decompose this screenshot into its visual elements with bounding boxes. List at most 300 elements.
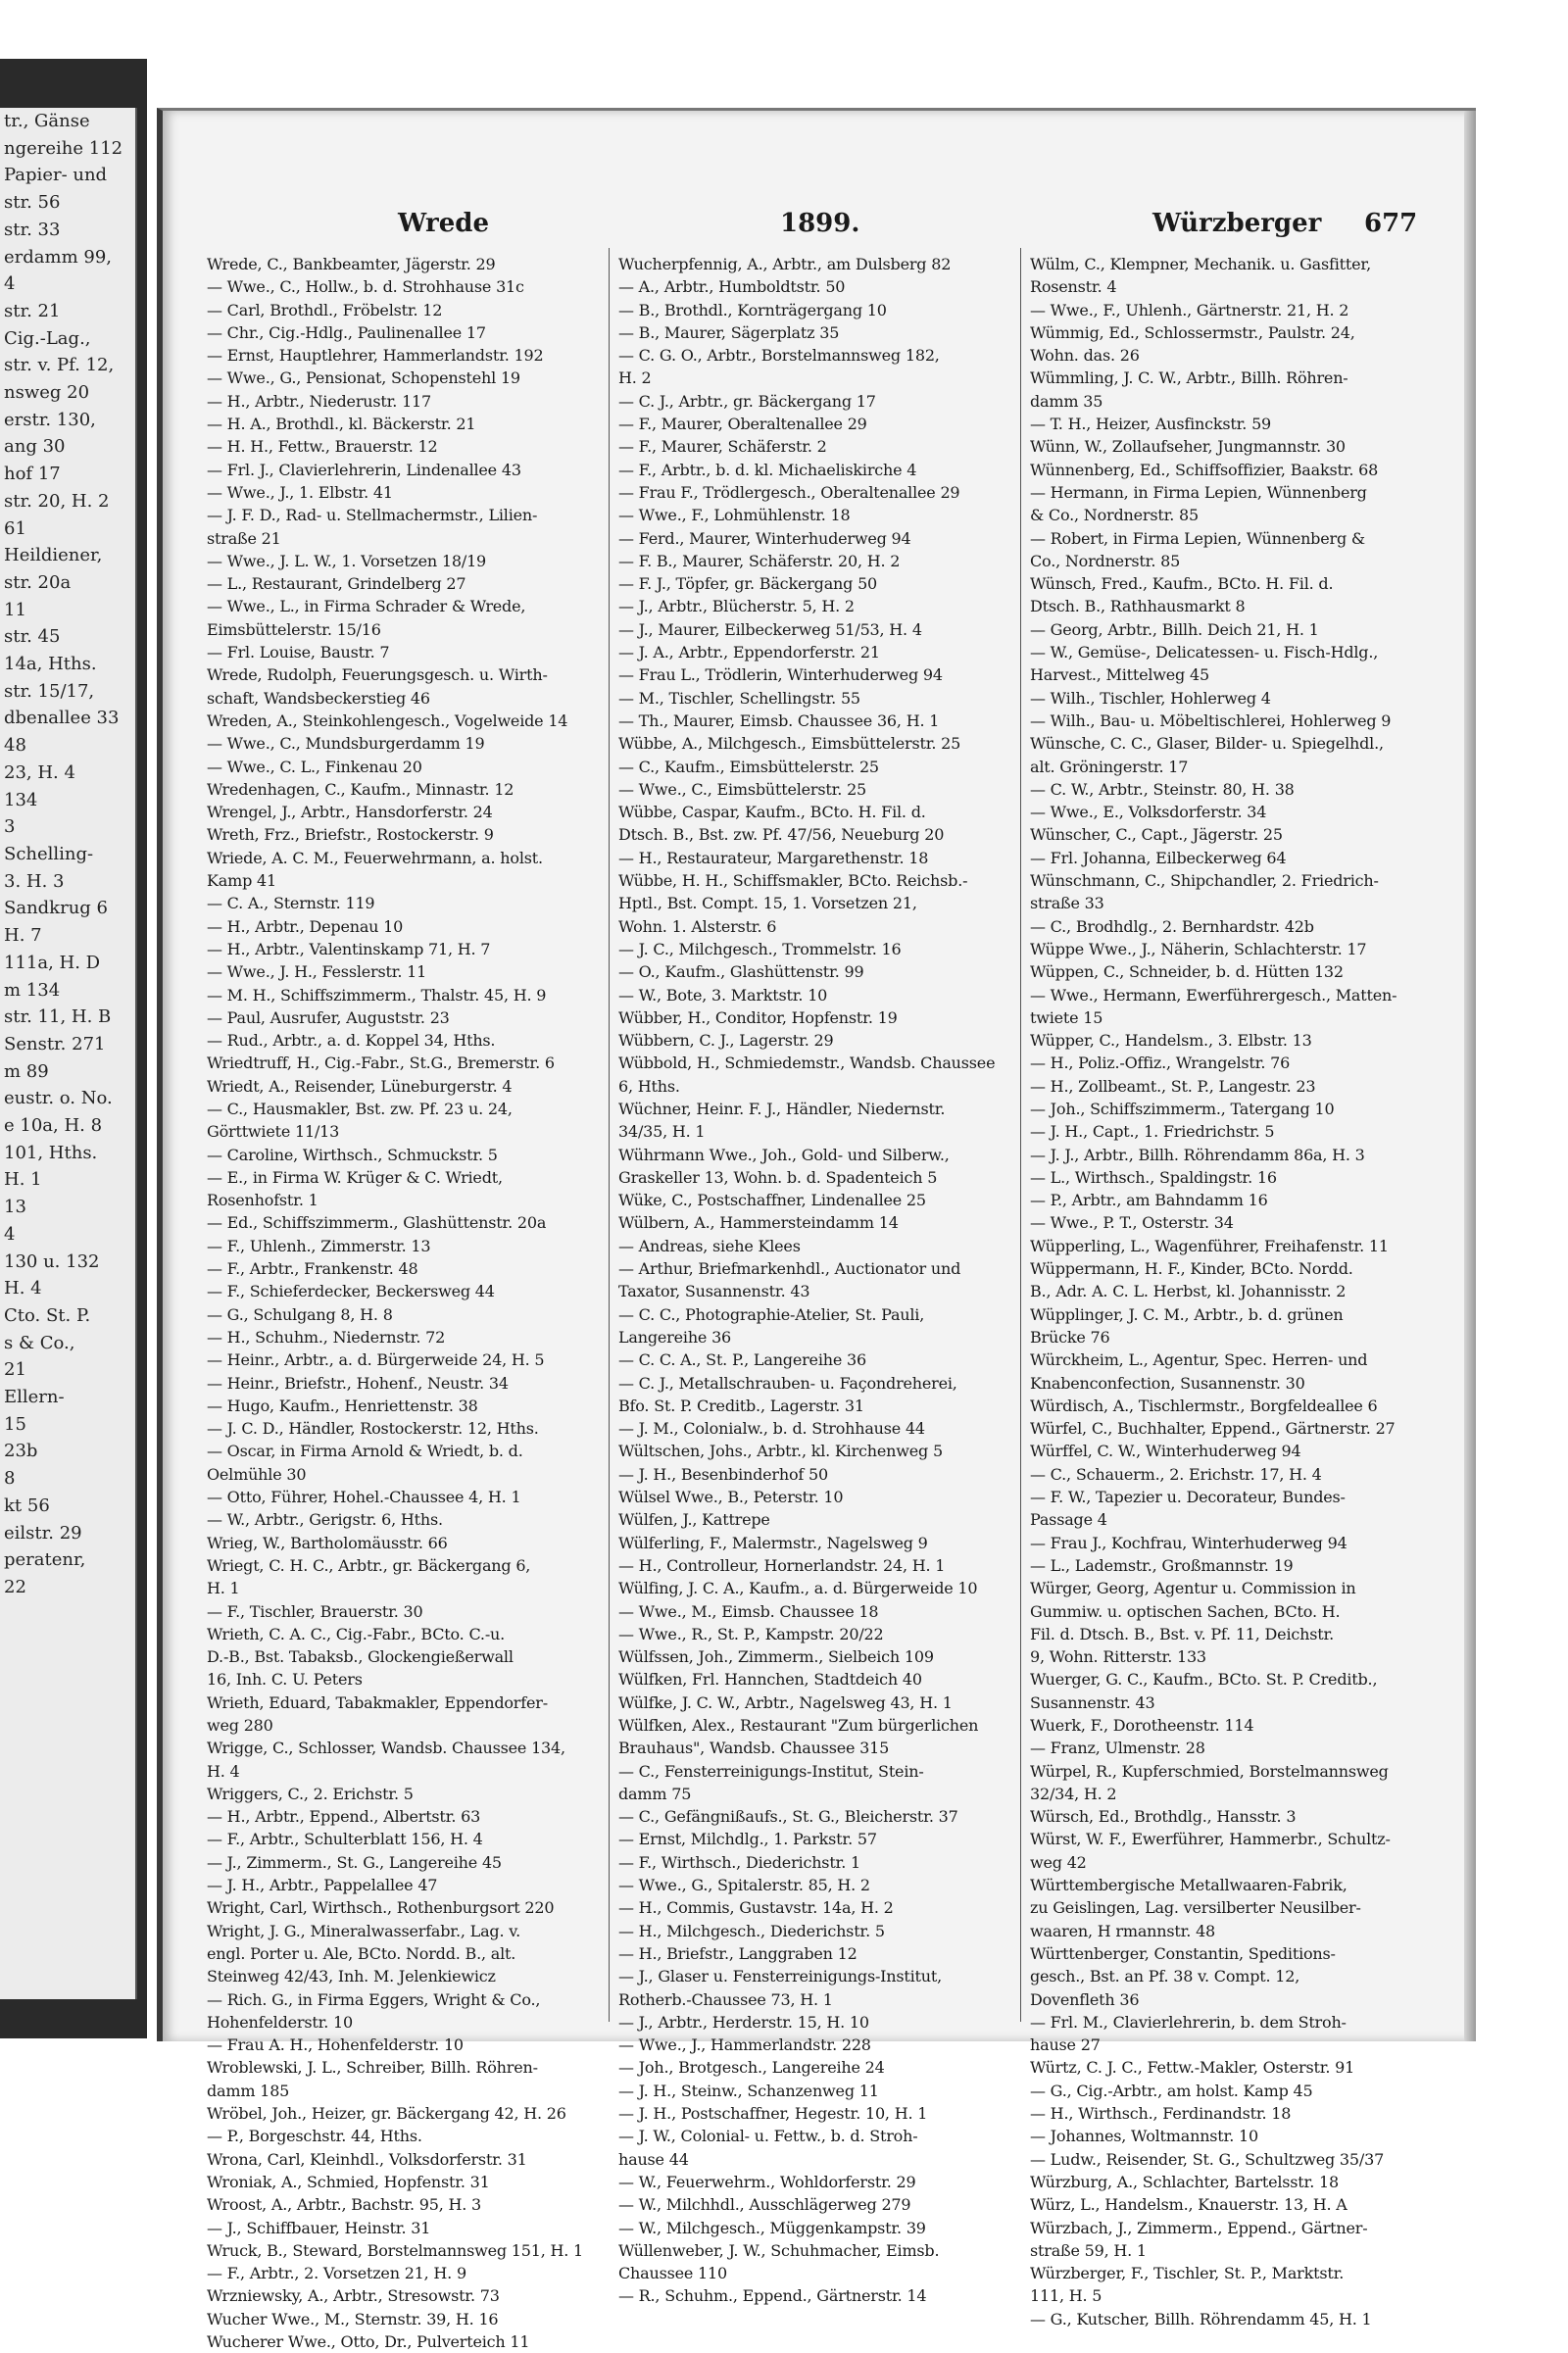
directory-entry: — J. C., Milchgesch., Trommelstr. 16 xyxy=(618,939,902,958)
directory-entry: — J. H., Arbtr., Pappelallee 47 xyxy=(207,1876,438,1895)
directory-entry: — C., Fensterreinigungs-Institut, Stein- xyxy=(618,1761,924,1781)
directory-entry: — H., Milchgesch., Diederichstr. 5 xyxy=(618,1921,885,1940)
directory-entry: — H., Controlleur, Hornerlandstr. 24, H. 1 xyxy=(618,1555,946,1575)
directory-entry: Wüppen, C., Schneider, b. d. Hütten 132 xyxy=(1030,962,1344,982)
directory-entry: Eimsbüttelerstr. 15/16 xyxy=(207,619,381,639)
directory-entry: H. 4 xyxy=(207,1761,240,1781)
directory-entry: Wohn. 1. Alsterstr. 6 xyxy=(618,916,777,936)
directory-entry: — F. J., Töpfer, gr. Bäckergang 50 xyxy=(618,574,878,594)
directory-entry: — F., Maurer, Schäferstr. 2 xyxy=(618,437,827,457)
directory-entry: Steinweg 42/43, Inh. M. Jelenkiewicz xyxy=(207,1967,496,1986)
directory-entry: Wührmann Wwe., Joh., Gold- und Silberw., xyxy=(618,1145,950,1164)
directory-entry: — Carl, Brothdl., Fröbelstr. 12 xyxy=(207,300,443,319)
directory-entry: Württenberger, Constantin, Speditions- xyxy=(1030,1943,1336,1963)
directory-entry: — O., Kaufm., Glashüttenstr. 99 xyxy=(618,962,864,982)
directory-entry: Fil. d. Dtsch. B., Bst. v. Pf. 11, Deichstr. xyxy=(1030,1624,1335,1643)
directory-entry: — Wwe., G., Pensionat, Schopenstehl 19 xyxy=(207,368,520,388)
directory-entry: — J., Zimmerm., St. G., Langereihe 45 xyxy=(207,1852,502,1872)
directory-entry: Wülm, C., Klempner, Mechanik. u. Gasfitter, xyxy=(1030,255,1371,273)
directory-entry: B., Adr. A. C. L. Herbst, kl. Johannisstr. 2 xyxy=(1030,1282,1347,1301)
previous-page-line: str. 11, H. B xyxy=(4,1006,112,1028)
directory-entry: — J., Arbtr., Blücherstr. 5, H. 2 xyxy=(618,597,855,616)
directory-entry: — Wwe., C., Mundsburgerdamm 19 xyxy=(207,734,485,754)
directory-entry: — H., Arbtr., Niederustr. 117 xyxy=(207,391,432,411)
directory-entry: — Frau A. H., Hohenfelderstr. 10 xyxy=(207,2035,464,2055)
header-right-catchword: Würzberger xyxy=(1152,209,1322,238)
directory-entry: — C. W., Arbtr., Steinstr. 80, H. 38 xyxy=(1030,779,1295,799)
directory-entry: — Frl. Johanna, Eilbeckerweg 64 xyxy=(1030,848,1287,867)
directory-page xyxy=(157,108,1476,2352)
directory-entry: Hptl., Bst. Compt. 15, 1. Vorsetzen 21, xyxy=(618,894,917,913)
directory-entry: — W., Feuerwehrm., Wohldorferstr. 29 xyxy=(618,2172,916,2191)
directory-entry: — Arthur, Briefmarkenhdl., Auctionator und xyxy=(618,1259,961,1279)
directory-entry: Wübbern, C. J., Lagerstr. 29 xyxy=(618,1031,834,1051)
directory-entry: Wuerger, G. C., Kaufm., BCto. St. P. Creditb., xyxy=(1030,1670,1378,1690)
directory-entry: — C. C. A., St. P., Langereihe 36 xyxy=(618,1350,866,1370)
directory-entry: — C., Schauerm., 2. Erichstr. 17, H. 4 xyxy=(1030,1464,1322,1484)
directory-entry: Wrieg, W., Bartholomäusstr. 66 xyxy=(207,1533,448,1552)
directory-entry: Co., Nordnerstr. 85 xyxy=(1030,551,1181,570)
directory-entry: 16, Inh. C. U. Peters xyxy=(207,1670,363,1690)
directory-entry: Wüpper, C., Handelsm., 3. Elbstr. 13 xyxy=(1030,1031,1312,1051)
directory-entry: — H. A., Brothdl., kl. Bäckerstr. 21 xyxy=(207,415,476,434)
directory-entry: Würckheim, L., Agentur, Spec. Herren- und xyxy=(1030,1350,1368,1370)
previous-page-line: H. 4 xyxy=(4,1278,42,1299)
directory-entry: — P., Borgeschstr. 44, Hths. xyxy=(207,2127,422,2146)
previous-page-line: Papier- und xyxy=(4,165,108,186)
directory-entry: — Franz, Ulmenstr. 28 xyxy=(1030,1739,1205,1758)
directory-entry: — Wwe., G., Spitalerstr. 85, H. 2 xyxy=(618,1876,870,1895)
directory-entry: Wröbel, Joh., Heizer, gr. Bäckergang 42, H. 26 xyxy=(207,2104,566,2124)
directory-entry: Harvest., Mittelweg 45 xyxy=(1030,665,1209,685)
column-rule xyxy=(1020,248,1021,2022)
directory-entry: Wright, Carl, Wirthsch., Rothenburgsort 220 xyxy=(207,1898,555,1918)
previous-page-line: 21 xyxy=(4,1359,26,1381)
directory-entry: — T. H., Heizer, Ausfinckstr. 59 xyxy=(1030,415,1272,434)
directory-entry: — W., Arbtr., Gerigstr. 6, Hths. xyxy=(207,1510,443,1530)
directory-entry: Würzbach, J., Zimmerm., Eppend., Gärtner- xyxy=(1030,2218,1368,2237)
directory-entry: Würpel, R., Kupferschmied, Borstelmannsweg xyxy=(1030,1761,1389,1781)
directory-entry: — Wwe., F., Uhlenh., Gärtnerstr. 21, H. 2 xyxy=(1030,300,1349,319)
column-1 xyxy=(207,253,599,2353)
header-left-catchword: Wrede xyxy=(398,209,489,238)
directory-entry: — J. H., Capt., 1. Friedrichstr. 5 xyxy=(1030,1122,1275,1142)
directory-entry: — W., Milchhdl., Ausschlägerweg 279 xyxy=(618,2195,911,2215)
previous-page-line: 61 xyxy=(4,517,26,539)
directory-entry: — H., Arbtr., Eppend., Albertstr. 63 xyxy=(207,1807,481,1827)
directory-entry: Wruck, B., Steward, Borstelmannsweg 151, H. 1 xyxy=(207,2240,583,2260)
directory-entry: Wohn. das. 26 xyxy=(1030,346,1140,366)
directory-entry: — J. J., Arbtr., Billh. Röhrendamm 86a, H. 3 xyxy=(1030,1145,1365,1164)
directory-entry: Dovenfleth 36 xyxy=(1030,1989,1140,2009)
directory-entry: — B., Maurer, Sägerplatz 35 xyxy=(618,322,840,342)
column-rule xyxy=(609,248,610,2022)
previous-page-line: m 134 xyxy=(4,979,61,1001)
directory-entry: — Frau L., Trödlerin, Winterhuderweg 94 xyxy=(618,665,943,685)
directory-entry: Würzburg, A., Schlachter, Bartelsstr. 18 xyxy=(1030,2172,1339,2191)
directory-entry: — W., Bote, 3. Marktstr. 10 xyxy=(618,985,828,1005)
previous-page-line: 23b xyxy=(4,1441,38,1462)
directory-entry: Wünn, W., Zollaufseher, Jungmannstr. 30 xyxy=(1030,437,1346,457)
directory-entry: 111, H. 5 xyxy=(1030,2286,1102,2306)
directory-entry: — Ed., Schiffszimmerm., Glashüttenstr. 20a xyxy=(207,1213,547,1233)
directory-entry: — J. F. D., Rad- u. Stellmachermstr., Lilien- xyxy=(207,506,538,525)
directory-entry: — Frau J., Kochfrau, Winterhuderweg 94 xyxy=(1030,1533,1348,1552)
directory-entry: — M. H., Schiffszimmerm., Thalstr. 45, H. 9 xyxy=(207,985,547,1005)
directory-entry: — C. C., Photographie-Atelier, St. Pauli, xyxy=(618,1304,925,1324)
directory-entry: Wriedt, A., Reisender, Lüneburgerstr. 4 xyxy=(207,1076,513,1096)
previous-page-line: 15 xyxy=(4,1413,26,1435)
directory-entry: Langereihe 36 xyxy=(618,1327,732,1347)
previous-page-line: 3. H. 3 xyxy=(4,870,65,892)
directory-entry: straße 59, H. 1 xyxy=(1030,2240,1147,2260)
directory-entry: — F., Arbtr., b. d. kl. Michaeliskirche 4 xyxy=(618,460,917,479)
directory-entry: — J., Arbtr., Herderstr. 15, H. 10 xyxy=(618,2012,869,2032)
directory-entry: — Frau F., Trödlergesch., Oberaltenallee 29 xyxy=(618,482,960,502)
directory-entry: Württembergische Metallwaaren-Fabrik, xyxy=(1030,1876,1348,1895)
previous-page-line: m 89 xyxy=(4,1060,49,1082)
previous-page-line: 48 xyxy=(4,735,26,757)
previous-page-line: ngereihe 112 xyxy=(4,137,123,159)
directory-entry: — C. A., Sternstr. 119 xyxy=(207,894,375,913)
previous-page-line: 3 xyxy=(4,816,16,838)
directory-entry: — Wwe., J. H., Fesslerstr. 11 xyxy=(207,962,427,982)
directory-entry: — Wwe., F., Lohmühlenstr. 18 xyxy=(618,506,851,525)
previous-page-line: 14a, Hths. xyxy=(4,654,97,675)
directory-entry: Wüppe Wwe., J., Näherin, Schlachterstr. 17 xyxy=(1030,939,1367,958)
directory-entry: — Wwe., Hermann, Ewerführergesch., Matten- xyxy=(1030,985,1397,1005)
directory-entry: — Paul, Ausrufer, Auguststr. 23 xyxy=(207,1007,450,1027)
directory-entry: — F., Arbtr., 2. Vorsetzen 21, H. 9 xyxy=(207,2264,466,2283)
directory-entry: hause 44 xyxy=(618,2149,689,2169)
directory-entry: Görttwiete 11/13 xyxy=(207,1122,340,1142)
directory-entry: — Ferd., Maurer, Winterhuderweg 94 xyxy=(618,528,911,548)
directory-entry: Wreth, Frz., Briefstr., Rostockerstr. 9 xyxy=(207,825,494,845)
directory-entry: — Wwe., C., Hollw., b. d. Strohhause 31c xyxy=(207,277,524,297)
directory-entry: — Ernst, Milchdlg., 1. Parkstr. 57 xyxy=(618,1830,877,1849)
directory-entry: Knabenconfection, Susannenstr. 30 xyxy=(1030,1373,1305,1393)
directory-entry: Wroost, A., Arbtr., Bachstr. 95, H. 3 xyxy=(207,2195,481,2215)
directory-entry: — Wwe., R., St. P., Kampstr. 20/22 xyxy=(618,1624,884,1643)
directory-entry: — L., Wirthsch., Spaldingstr. 16 xyxy=(1030,1167,1277,1187)
directory-entry: — J. A., Arbtr., Eppendorferstr. 21 xyxy=(618,643,880,662)
directory-entry: — Rich. G., in Firma Eggers, Wright & Co., xyxy=(207,1989,541,2009)
directory-entry: Dtsch. B., Bst. zw. Pf. 47/56, Neueburg 20 xyxy=(618,825,945,845)
directory-entry: Wüchner, Heinr. F. J., Händler, Niedernstr. xyxy=(618,1099,946,1118)
directory-entry: Rosenhofstr. 1 xyxy=(207,1191,318,1210)
directory-entry: 34/35, H. 1 xyxy=(618,1122,706,1142)
directory-entry: — J. W., Colonial- u. Fettw., b. d. Stroh- xyxy=(618,2127,918,2146)
directory-entry: — Wwe., E., Volksdorferstr. 34 xyxy=(1030,803,1267,822)
directory-entry: Würger, Georg, Agentur u. Commission in xyxy=(1030,1579,1356,1598)
directory-entry: Dtsch. B., Rathhausmarkt 8 xyxy=(1030,597,1246,616)
directory-entry: schaft, Wandsbeckerstieg 46 xyxy=(207,688,430,708)
previous-page-line: Heildiener, xyxy=(4,545,103,566)
directory-entry: Wülfke, J. C. W., Arbtr., Nagelsweg 43, H. 1 xyxy=(618,1692,953,1712)
directory-entry: Würzberger, F., Tischler, St. P., Marktstr. xyxy=(1030,2264,1345,2283)
directory-entry: Wriedtruff, H., Cig.-Fabr., St.G., Bremerstr. 6 xyxy=(207,1054,555,1073)
directory-entry: — C. J., Metallschrauben- u. Façondreherei, xyxy=(618,1373,957,1393)
directory-entry: — P., Arbtr., am Bahndamm 16 xyxy=(1030,1191,1268,1210)
directory-entry: — H., Wirthsch., Ferdinandstr. 18 xyxy=(1030,2104,1292,2124)
directory-entry: — Chr., Cig.-Hdlg., Paulinenallee 17 xyxy=(207,322,486,342)
directory-entry: — W., Gemüse-, Delicatessen- u. Fisch-Hdlg., xyxy=(1030,643,1379,662)
previous-page-line: eilstr. 29 xyxy=(4,1522,82,1544)
directory-entry: Wülfing, J. C. A., Kaufm., a. d. Bürgerweide 10 xyxy=(618,1579,978,1598)
directory-entry: hause 27 xyxy=(1030,2035,1101,2055)
directory-entry: — Andreas, siehe Klees xyxy=(618,1236,801,1255)
directory-entry: — G., Kutscher, Billh. Röhrendamm 45, H. 1 xyxy=(1030,2309,1372,2328)
directory-entry: Wucherpfennig, A., Arbtr., am Dulsberg 82 xyxy=(618,255,952,273)
directory-entry: Wrigge, C., Schlosser, Wandsb. Chaussee 134, xyxy=(207,1739,565,1758)
previous-page-line: H. 1 xyxy=(4,1169,42,1191)
previous-page-line: Schelling- xyxy=(4,843,94,864)
previous-page-line: s & Co., xyxy=(4,1332,75,1353)
directory-entry: — Wwe., L., in Firma Schrader & Wrede, xyxy=(207,597,526,616)
previous-page-line: str. 45 xyxy=(4,626,61,648)
directory-entry: Wriegt, C. H. C., Arbtr., gr. Bäckergang 6, xyxy=(207,1555,531,1575)
directory-entry: — H., Arbtr., Valentinskamp 71, H. 7 xyxy=(207,939,491,958)
directory-entry: — Joh., Brotgesch., Langereihe 24 xyxy=(618,2058,885,2078)
directory-entry: — Ludw., Reisender, St. G., Schultzweg 35/37 xyxy=(1030,2149,1385,2169)
directory-entry: — Frl. J., Clavierlehrerin, Lindenallee 43 xyxy=(207,460,521,479)
directory-entry: Wüpperling, L., Wagenführer, Freihafenstr. 11 xyxy=(1030,1236,1389,1255)
directory-entry: — J., Maurer, Eilbeckerweg 51/53, H. 4 xyxy=(618,619,922,639)
directory-entry: Wümmling, J. C. W., Arbtr., Billh. Röhren- xyxy=(1030,368,1348,388)
directory-entry: Wünschmann, C., Shipchandler, 2. Friedrich- xyxy=(1030,871,1379,891)
directory-entry: — F. W., Tapezier u. Decorateur, Bundes- xyxy=(1030,1488,1346,1507)
previous-page-line: 111a, H. D xyxy=(4,952,101,973)
directory-entry: Wünsche, C. C., Glaser, Bilder- u. Spiegelhdl., xyxy=(1030,734,1384,754)
directory-entry: — Frl. Louise, Baustr. 7 xyxy=(207,643,390,662)
directory-entry: Kamp 41 xyxy=(207,871,276,891)
directory-entry: — G., Cig.-Arbtr., am holst. Kamp 45 xyxy=(1030,2081,1313,2100)
directory-entry: Wrengel, J., Arbtr., Hansdorferstr. 24 xyxy=(207,803,493,822)
directory-entry: — F., Arbtr., Frankenstr. 48 xyxy=(207,1259,418,1279)
directory-entry: — Robert, in Firma Lepien, Wünnenberg & xyxy=(1030,528,1365,548)
directory-entry: — W., Milchgesch., Müggenkampstr. 39 xyxy=(618,2218,926,2237)
directory-entry: Wrona, Carl, Kleinhdl., Volksdorferstr. 31 xyxy=(207,2149,527,2169)
running-header xyxy=(163,209,1476,248)
previous-page-line: peratenr, xyxy=(4,1549,86,1571)
directory-entry: 9, Wohn. Ritterstr. 133 xyxy=(1030,1647,1206,1667)
directory-entry: — Wilh., Bau- u. Möbeltischlerei, Hohlerweg 9 xyxy=(1030,711,1392,730)
directory-entry: — Hermann, in Firma Lepien, Wünnenberg xyxy=(1030,482,1367,502)
previous-page-line: erstr. 130, xyxy=(4,409,96,430)
directory-entry: — E., in Firma W. Krüger & C. Wriedt, xyxy=(207,1167,503,1187)
directory-entry: damm 75 xyxy=(618,1784,692,1803)
directory-entry: Wuerk, F., Dorotheenstr. 114 xyxy=(1030,1716,1254,1735)
previous-page-line: Ellern- xyxy=(4,1387,65,1408)
directory-entry: Wucherer Wwe., Otto, Dr., Pulverteich 11 xyxy=(207,2332,530,2352)
directory-entry: — Johannes, Woltmannstr. 10 xyxy=(1030,2127,1258,2146)
directory-entry: Wübbe, Caspar, Kaufm., BCto. H. Fil. d. xyxy=(618,803,926,822)
directory-entry: weg 280 xyxy=(207,1716,273,1735)
directory-entry: Wriggers, C., 2. Erichstr. 5 xyxy=(207,1784,414,1803)
directory-entry: Wültschen, Johs., Arbtr., kl. Kirchenweg 5 xyxy=(618,1442,943,1461)
directory-entry: Passage 4 xyxy=(1030,1510,1107,1530)
directory-entry: Rosenstr. 4 xyxy=(1030,277,1117,297)
directory-entry: damm 35 xyxy=(1030,391,1103,411)
directory-entry: — B., Brothdl., Kornträgergang 10 xyxy=(618,300,887,319)
directory-entry: — J., Glaser u. Fensterreinigungs-Institut, xyxy=(618,1967,943,1986)
directory-entry: — Heinr., Arbtr., a. d. Bürgerweide 24, H. 5 xyxy=(207,1350,545,1370)
directory-entry: — C., Brodhdlg., 2. Bernhardstr. 42b xyxy=(1030,916,1314,936)
previous-page-line: str. 56 xyxy=(4,192,61,214)
column-2 xyxy=(618,253,1010,2308)
directory-entry: — Hugo, Kaufm., Henriettenstr. 38 xyxy=(207,1396,478,1415)
directory-entry: — M., Tischler, Schellingstr. 55 xyxy=(618,688,860,708)
directory-entry: — H., Restaurateur, Margarethenstr. 18 xyxy=(618,848,929,867)
directory-entry: Wünsch, Fred., Kaufm., BCto. H. Fil. d. xyxy=(1030,574,1334,594)
directory-entry: Wright, J. G., Mineralwasserfabr., Lag. v. xyxy=(207,1921,521,1940)
directory-entry: — J., Schiffbauer, Heinstr. 31 xyxy=(207,2218,431,2237)
directory-entry: — F., Tischler, Brauerstr. 30 xyxy=(207,1601,423,1621)
directory-entry: Wülsel Wwe., B., Peterstr. 10 xyxy=(618,1488,844,1507)
directory-entry: — Joh., Schiffszimmerm., Tatergang 10 xyxy=(1030,1099,1335,1118)
directory-entry: — F. B., Maurer, Schäferstr. 20, H. 2 xyxy=(618,551,901,570)
directory-entry: straße 33 xyxy=(1030,894,1104,913)
directory-entry: — L., Lademstr., Großmannstr. 19 xyxy=(1030,1555,1294,1575)
directory-entry: zu Geislingen, Lag. versilberter Neusilber- xyxy=(1030,1898,1361,1918)
previous-page-line: 23, H. 4 xyxy=(4,761,75,783)
directory-entry: — G., Schulgang 8, H. 8 xyxy=(207,1304,393,1324)
previous-page-line: str. 15/17, xyxy=(4,680,95,702)
column-3 xyxy=(1030,253,1437,2330)
previous-page-line: eustr. o. No. xyxy=(4,1088,113,1109)
directory-entry: Würfel, C., Buchhalter, Eppend., Gärtnerstr. 27 xyxy=(1030,1419,1396,1439)
directory-entry: — Heinr., Briefstr., Hohenf., Neustr. 34 xyxy=(207,1373,509,1393)
directory-entry: — C. J., Arbtr., gr. Bäckergang 17 xyxy=(618,391,876,411)
directory-entry: — H., Briefstr., Langgraben 12 xyxy=(618,1943,858,1963)
directory-entry: Wroniak, A., Schmied, Hopfenstr. 31 xyxy=(207,2172,490,2191)
directory-entry: — J. H., Besenbinderhof 50 xyxy=(618,1464,828,1484)
directory-entry: Wüpplinger, J. C. M., Arbtr., b. d. grünen xyxy=(1030,1304,1344,1324)
directory-entry: Oelmühle 30 xyxy=(207,1464,307,1484)
directory-entry: Wriede, A. C. M., Feuerwehrmann, a. holst. xyxy=(207,848,543,867)
previous-page-line: Cig.-Lag., xyxy=(4,327,91,349)
directory-entry: — H., Poliz.-Offiz., Wrangelstr. 76 xyxy=(1030,1054,1291,1073)
directory-entry: — Ernst, Hauptlehrer, Hammerlandstr. 192 xyxy=(207,346,544,366)
directory-entry: — Wwe., C. L., Finkenau 20 xyxy=(207,757,422,776)
directory-entry: Chaussee 110 xyxy=(618,2264,727,2283)
directory-entry: Wülfken, Alex., Restaurant "Zum bürgerlichen xyxy=(618,1716,979,1735)
previous-page-line: str. 20a xyxy=(4,571,72,593)
previous-page-line: hof 17 xyxy=(4,464,61,485)
directory-entry: — H. H., Fettw., Brauerstr. 12 xyxy=(207,437,438,457)
directory-entry: Würtz, C. J. C., Fettw.-Makler, Osterstr. 91 xyxy=(1030,2058,1355,2078)
directory-entry: Wübber, H., Conditor, Hopfenstr. 19 xyxy=(618,1007,898,1027)
directory-entry: Bfo. St. P. Creditb., Lagerstr. 31 xyxy=(618,1396,864,1415)
directory-entry: Rotherb.-Chaussee 73, H. 1 xyxy=(618,1989,833,2009)
previous-page-line: erdamm 99, xyxy=(4,246,112,268)
previous-page-line: kt 56 xyxy=(4,1495,50,1516)
directory-entry: Wübbe, H. H., Schiffsmakler, BCto. Reichsb.- xyxy=(618,871,968,891)
previous-page-line: 101, Hths. xyxy=(4,1142,98,1163)
previous-page-line: 4 xyxy=(4,273,16,295)
directory-entry: 6, Hths. xyxy=(618,1076,680,1096)
previous-page-line: 8 xyxy=(4,1468,16,1490)
directory-entry: — H., Commis, Gustavstr. 14a, H. 2 xyxy=(618,1898,894,1918)
directory-entry: H. 2 xyxy=(618,368,652,388)
directory-entry: Taxator, Susannenstr. 43 xyxy=(618,1282,810,1301)
directory-entry: twiete 15 xyxy=(1030,1007,1103,1027)
directory-entry: — Otto, Führer, Hohel.-Chaussee 4, H. 1 xyxy=(207,1488,521,1507)
directory-entry: Wrzniewsky, A., Arbtr., Stresowstr. 73 xyxy=(207,2286,500,2306)
directory-entry: Wülbern, A., Hammersteindamm 14 xyxy=(618,1213,899,1233)
directory-entry: — A., Arbtr., Humboldtstr. 50 xyxy=(618,277,846,297)
directory-entry: Brauhaus", Wandsb. Chaussee 315 xyxy=(618,1739,890,1758)
previous-page-line: nsweg 20 xyxy=(4,382,90,404)
directory-entry: — L., Restaurant, Grindelberg 27 xyxy=(207,574,466,594)
directory-entry: H. 1 xyxy=(207,1579,240,1598)
directory-entry: — H., Arbtr., Depenau 10 xyxy=(207,916,404,936)
previous-page-line: H. 7 xyxy=(4,925,42,947)
directory-entry: Wümmig, Ed., Schlossermstr., Paulstr. 24, xyxy=(1030,322,1355,342)
directory-entry: — Th., Maurer, Eimsb. Chaussee 36, H. 1 xyxy=(618,711,940,730)
page-number: 677 xyxy=(1364,209,1418,238)
directory-entry: Würst, W. F., Ewerführer, Hammerbr., Schultz- xyxy=(1030,1830,1391,1849)
directory-entry: — F., Schieferdecker, Beckersweg 44 xyxy=(207,1282,495,1301)
directory-entry: Gummiw. u. optischen Sachen, BCto. H. xyxy=(1030,1601,1341,1621)
directory-entry: straße 21 xyxy=(207,528,281,548)
directory-entry: — Wwe., M., Eimsb. Chaussee 18 xyxy=(618,1601,879,1621)
directory-entry: engl. Porter u. Ale, BCto. Nordd. B., alt. xyxy=(207,1943,516,1963)
directory-entry: Wüppermann, H. F., Kinder, BCto. Nordd. xyxy=(1030,1259,1353,1279)
previous-page-line: ang 30 xyxy=(4,436,66,458)
directory-entry: gesch., Bst. an Pf. 38 v. Compt. 12, xyxy=(1030,1967,1300,1986)
previous-page-line: str. 20, H. 2 xyxy=(4,490,110,512)
directory-entry: Würffel, C. W., Winterhuderweg 94 xyxy=(1030,1442,1301,1461)
directory-entry: weg 42 xyxy=(1030,1852,1087,1872)
directory-entry: — H., Schuhm., Niedernstr. 72 xyxy=(207,1327,446,1347)
previous-page-line: Senstr. 271 xyxy=(4,1033,106,1054)
directory-entry: Würz, L., Handelsm., Knauerstr. 13, H. A xyxy=(1030,2195,1348,2215)
directory-entry: D.-B., Bst. Tabaksb., Glockengießerwall xyxy=(207,1647,514,1667)
directory-entry: Wreden, A., Steinkohlengesch., Vogelweide 14 xyxy=(207,711,568,730)
directory-entry: Wübbold, H., Schmiedemstr., Wandsb. Chaussee xyxy=(618,1054,996,1073)
directory-entry: — Wwe., J., Hammerlandstr. 228 xyxy=(618,2035,871,2055)
directory-entry: — J. H., Steinw., Schanzenweg 11 xyxy=(618,2081,879,2100)
directory-entry: — Oscar, in Firma Arnold & Wriedt, b. d. xyxy=(207,1442,523,1461)
directory-entry: Hohenfelderstr. 10 xyxy=(207,2012,353,2032)
previous-page-edge xyxy=(0,108,137,1999)
directory-entry: Wülferling, F., Malermstr., Nagelsweg 9 xyxy=(618,1533,928,1552)
previous-page-line: str. 21 xyxy=(4,300,61,321)
directory-entry: Wülfken, Frl. Hannchen, Stadtdeich 40 xyxy=(618,1670,922,1690)
directory-entry: Graskeller 13, Wohn. b. d. Spadenteich 5 xyxy=(618,1167,938,1187)
directory-entry: — F., Arbtr., Schulterblatt 156, H. 4 xyxy=(207,1830,483,1849)
previous-page-line: 130 u. 132 xyxy=(4,1250,100,1272)
directory-entry: Wünscher, C., Capt., Jägerstr. 25 xyxy=(1030,825,1283,845)
directory-entry: waaren, H rmannstr. 48 xyxy=(1030,1921,1216,1940)
directory-entry: Wucher Wwe., M., Sternstr. 39, H. 16 xyxy=(207,2309,499,2328)
directory-entry: — Wwe., C., Eimsbüttelerstr. 25 xyxy=(618,779,867,799)
directory-entry: — Frl. M., Clavierlehrerin, b. dem Stroh- xyxy=(1030,2012,1347,2032)
directory-entry: — R., Schuhm., Eppend., Gärtnerstr. 14 xyxy=(618,2286,927,2306)
directory-entry: alt. Gröningerstr. 17 xyxy=(1030,757,1189,776)
directory-entry: — H., Zollbeamt., St. P., Langestr. 23 xyxy=(1030,1076,1316,1096)
directory-entry: & Co., Nordnerstr. 85 xyxy=(1030,506,1199,525)
directory-entry: — F., Maurer, Oberaltenallee 29 xyxy=(618,415,867,434)
previous-page-line: e 10a, H. 8 xyxy=(4,1115,103,1137)
directory-entry: damm 185 xyxy=(207,2081,290,2100)
previous-page-line: dbenallee 33 xyxy=(4,708,120,729)
directory-entry: 32/34, H. 2 xyxy=(1030,1784,1117,1803)
directory-entry: — Caroline, Wirthsch., Schmuckstr. 5 xyxy=(207,1145,498,1164)
directory-entry: Wredenhagen, C., Kaufm., Minnastr. 12 xyxy=(207,779,514,799)
directory-entry: — F., Wirthsch., Diederichstr. 1 xyxy=(618,1852,860,1872)
